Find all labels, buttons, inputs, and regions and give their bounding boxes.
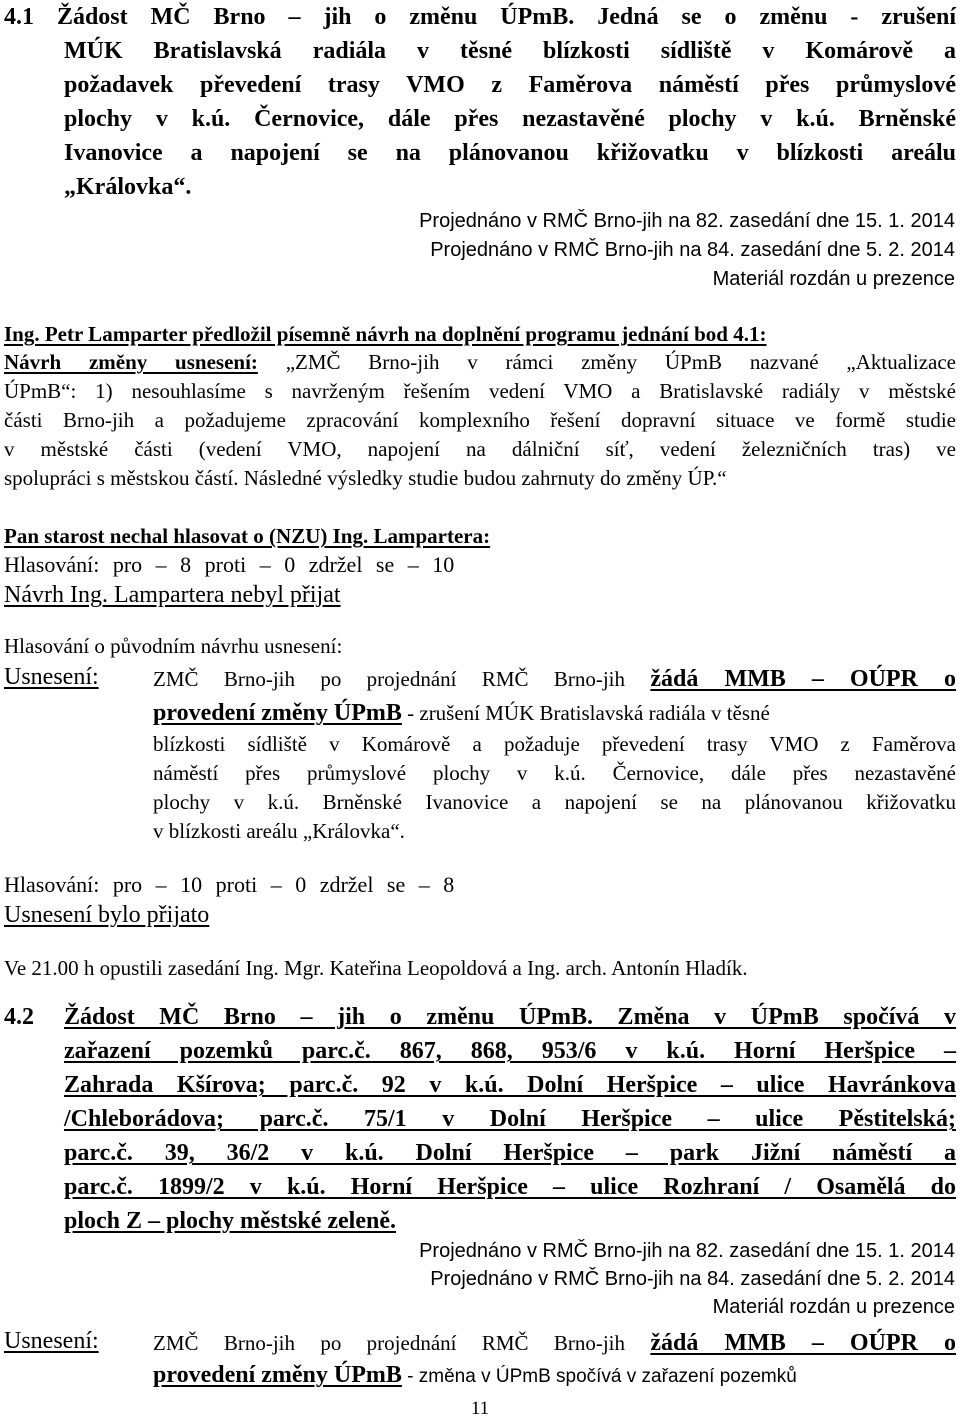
resolution-line: plochy v k.ú. Brněnské Ivanovice a napojení se na plánovanou křižovatku [153, 790, 956, 814]
vote-result-1: Hlasování: pro – 8 proti – 0 zdržel se – 10 [4, 552, 455, 577]
resolution-label-text: Usnesení: [4, 1328, 99, 1354]
title-line: „Královka“. [64, 174, 192, 200]
meta-line: Materiál rozdán u prezence [712, 268, 955, 290]
title-line: ploch Z – plochy městské zeleně. [64, 1208, 396, 1234]
decision-result-text: Usnesení bylo přijato [4, 902, 210, 928]
title-line: Zahrada Kšírova; parc.č. 92 v k.ú. Dolní Heršpice – ulice Havránkova [64, 1072, 956, 1098]
proposal-line [4, 350, 956, 375]
title-line: parc.č. 39, 36/2 v k.ú. Dolní Heršpice – park Jižní náměstí a [64, 1140, 956, 1166]
departure-note: Ve 21.00 h opustili zasedání Ing. Mgr. Kateřina Leopoldová a Ing. arch. Antonín Hladík. [4, 956, 748, 980]
title-line: požadavek převedení trasy VMO z Faměrova náměstí přes průmyslové [64, 72, 956, 98]
meta-line: Projednáno v RMČ Brno-jih na 84. zasedání dne 5. 2. 2014 [430, 1268, 955, 1290]
title-line: zařazení pozemků parc.č. 867, 868, 953/6 v k.ú. Horní Heršpice – [64, 1038, 956, 1064]
proposal-line: části Brno-jih a požadujeme zpracování komplexního řešení dopravní situace ve formě studie [4, 408, 956, 432]
section-number: 4.2 [4, 1004, 34, 1030]
resolution-text: - zrušení MÚK Bratislavská radiála v těsné [401, 701, 770, 725]
title-line: Ivanovice a napojení se na plánovanou křižovatku v blízkosti areálu [64, 140, 956, 166]
resolution-line [153, 1330, 956, 1357]
proposal-text: „ZMČ Brno-jih v rámci změny ÚPmB nazvané „Aktualizace [285, 350, 956, 374]
resolution-prefix: ZMČ Brno-jih po projednání RMČ Brno-jih [153, 667, 626, 691]
proposal-line: spolupráci s městskou částí. Následné výsledky studie budou zahrnuty do změny ÚP.“ [4, 466, 727, 490]
proposal-line: ÚPmB“: 1) nesouhlasíme s navrženým řešením vedení VMO a Bratislavské radiály v městské [4, 379, 956, 403]
resolution-text: - změna v ÚPmB spočívá v zařazení pozemků [401, 1366, 797, 1387]
resolution-action-2: provedení změny ÚPmB [153, 700, 402, 726]
resolution-line [153, 666, 956, 693]
vote-call: Pan starost nechal hlasovat o (NZU) Ing. Lampartera: [4, 524, 491, 548]
resolution-line [153, 1362, 956, 1389]
meta-line: Projednáno v RMČ Brno-jih na 84. zasedání dne 5. 2. 2014 [430, 239, 955, 261]
decision-result-1 [4, 582, 960, 609]
decision-result-2 [4, 902, 960, 929]
title-line: /Chleborádova; parc.č. 75/1 v Dolní Heršpice – ulice Pěstitelská; [64, 1106, 956, 1132]
resolution-action: žádá MMB – OÚPR o [650, 1330, 957, 1356]
proposal-label: Návrh změny usnesení: [4, 350, 258, 374]
title-line: MÚK Bratislavská radiála v těsné blízkosti sídliště v Komárově a [64, 38, 956, 64]
lamparter-heading: Ing. Petr Lamparter předložil písemně návrh na doplnění programu jednání bod 4.1: [4, 322, 767, 346]
meta-line: Projednáno v RMČ Brno-jih na 82. zasedání dne 15. 1. 2014 [419, 1240, 955, 1262]
meta-line: Materiál rozdán u prezence [712, 1296, 955, 1318]
resolution-prefix: ZMČ Brno-jih po projednání RMČ Brno-jih [153, 1331, 626, 1355]
resolution-action-2: provedení změny ÚPmB [153, 1362, 402, 1388]
resolution-line: náměstí přes průmyslové plochy v k.ú. Černovice, dále přes nezastavěné [153, 761, 956, 785]
vote-result-2: Hlasování: pro – 10 proti – 0 zdržel se – 8 [4, 872, 455, 897]
decision-result-text: Návrh Ing. Lampartera nebyl přijat [4, 582, 341, 608]
title-line: 4.1 Žádost MČ Brno – jih o změnu ÚPmB. Jedná se o změnu - zrušení [4, 4, 956, 30]
title-line: parc.č. 1899/2 v k.ú. Horní Heršpice – ulice Rozhraní / Osamělá do [64, 1174, 956, 1200]
proposal-line: v městské části (vedení VMO, napojení na dálniční síť, vedení železničních tras) ve [4, 437, 956, 461]
title-line: plochy v k.ú. Černovice, dále přes nezastavěné plochy v k.ú. Brněnské [64, 106, 956, 132]
resolution-line: blízkosti sídliště v Komárově a požaduje převedení trasy VMO z Faměrova [153, 732, 956, 756]
resolution-line: v blízkosti areálu „Královka“. [153, 819, 405, 843]
page-number: 11 [470, 1398, 490, 1419]
resolution-action: žádá MMB – OÚPR o [650, 666, 957, 692]
resolution-label-text: Usnesení: [4, 664, 99, 690]
title-line: Žádost MČ Brno – jih o změnu ÚPmB. Změna v ÚPmB spočívá v [64, 1004, 956, 1030]
meta-line: Projednáno v RMČ Brno-jih na 82. zasedání dne 15. 1. 2014 [419, 210, 955, 232]
original-vote-label: Hlasování o původním návrhu usnesení: [4, 634, 343, 658]
resolution-line [153, 700, 956, 727]
